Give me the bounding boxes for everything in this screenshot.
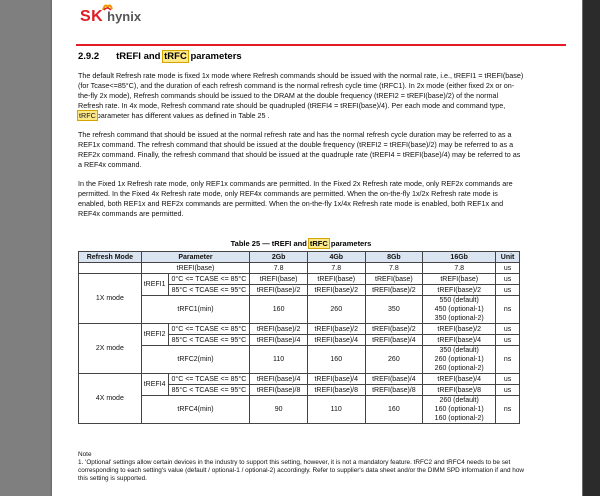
table-cell: 260 [365,346,423,374]
paragraph-1 [78,71,524,121]
table-cell: 7.8 [423,263,496,274]
table-cell: tREFI(base) [250,274,308,285]
table-cell: tREFI(base)/2 [307,285,365,296]
logo-butterfly-icon [102,3,113,11]
table-cell: tREFI(base)/2 [307,324,365,335]
table-cell: 85°C < TCASE <= 95°C [168,335,250,346]
header-cell: Refresh Mode [79,252,142,263]
table-cell: 7.8 [365,263,423,274]
table-cell: tREFI(base) [307,274,365,285]
table-cell: tREFI(base)/2 [423,324,496,335]
section-heading [78,51,242,62]
table-cell: tREFI(base)/4 [365,335,423,346]
table-cell: 160 [365,396,423,424]
table-row [79,374,520,385]
header-cell: 4Gb [307,252,365,263]
mode-cell: 2X mode [79,324,142,374]
table-cell: tREFI(base)/2 [423,285,496,296]
header-rule [76,44,566,46]
rfc-value: 260 (optional-1) [434,356,484,363]
header-cell: 2Gb [250,252,308,263]
caption-highlight: tRFC [309,239,328,248]
table-cell: us [496,274,520,285]
table-cell: us [496,285,520,296]
table-cell: tREFI(base) [365,274,423,285]
paragraph-1-text-b: parameter has different values as defined in Table 25 . [96,111,270,120]
rfc-value: 350 (optional-2) [434,315,484,322]
table-cell: tREFI(base)/2 [365,324,423,335]
rfc-value: 550 (default) [439,297,479,304]
table-row [79,274,520,285]
table-cell: 160 [250,296,308,324]
table-cell: 85°C < TCASE <= 95°C [168,285,250,296]
table-cell: ns [496,346,520,374]
table-cell: tREFI(base)/2 [250,324,308,335]
mode-cell: 1X mode [79,274,142,324]
table-cell: tREFI(base)/2 [250,285,308,296]
mode-cell: 4X mode [79,374,142,424]
table-cell: tREFI(base)/2 [365,285,423,296]
rfc-value: 450 (optional-1) [434,306,484,313]
table-row [79,346,520,374]
table-cell: 85°C < TCASE <= 95°C [168,385,250,396]
table-cell [423,396,496,424]
rfc-value: 260 (default) [439,397,479,404]
note-text: 1. 'Optional' settings allow certain devices in the industry to support this setting, however, it is not a mandatory feature. tRFC2 and tRFC4 needs to be set corresponding to each setting's value (default / optional-1 / optional-2) accordingly. Refer to supplier's data sheet and/or the DIMM SPD information if and how this setting is supported. [78,459,525,482]
table-cell: tREFI(base) [141,263,250,274]
rfc-value: 350 (default) [439,347,479,354]
table-cell: tREFI(base)/8 [423,385,496,396]
table-cell: us [496,385,520,396]
table-cell: tREFI(base)/8 [307,385,365,396]
section-title-a: tREFI and [116,51,164,62]
table-cell: tREFI(base) [423,274,496,285]
rfc-value: 260 (optional-2) [434,365,484,372]
caption-b: parameters [328,239,372,248]
section-title-highlight: tRFC [164,51,187,62]
table-cell: 350 [365,296,423,324]
table-cell: 0°C <= TCASE <= 85°C [168,274,250,285]
table-cell: tREFI(base)/8 [365,385,423,396]
section-number: 2.9.2 [78,51,100,62]
table-caption [78,239,524,248]
sk-hynix-logo [80,8,141,26]
table-cell: 0°C <= TCASE <= 85°C [168,324,250,335]
trefi-cell: tREFI1 [141,274,168,296]
table-cell: tREFI(base)/8 [250,385,308,396]
logo-hynix: hynix [107,9,142,24]
table-note [78,451,524,483]
table-header-row [79,252,520,263]
table-cell: us [496,335,520,346]
table-cell: tREFI(base)/4 [250,335,308,346]
trefi-trfc-table [78,251,520,424]
table-row [79,296,520,324]
table-cell: tREFI(base)/4 [365,374,423,385]
table-cell [423,296,496,324]
header-cell: 8Gb [365,252,423,263]
trefi-cell: tREFI4 [141,374,168,396]
table-cell [423,346,496,374]
paragraph-1-text-a: The default Refresh rate mode is fixed 1x mode where Refresh commands should be issued with the normal rate, i.e., tREFI1 = tREFI(base) (for Tcase<=85°C), and the duration of each refresh command is the normal refresh cycle time (tRFC1). In 2x mode (either fixed 2x or on-the-fly 2x mode), Refresh commands should be issued to the DRAM at the double frequency (tREFI2 = tREFI(base)/2) of the normal Refresh rate. In 4x mode, Refresh command rate should be quadrupled (tREFI4 = tREFI(base)/4). Per each mode and command type, [78,71,524,110]
logo-sk: SK [80,8,104,25]
table-cell: tREFI(base)/4 [307,374,365,385]
table-cell: 110 [307,396,365,424]
header-cell: 16Gb [423,252,496,263]
paragraph-2: The refresh command that should be issued at the normal refresh rate and has the normal refresh cycle duration may be referred to as a REF1x command. The refresh command that should be issued at the double frequency (tREFI2 = tREFI(base)/2) may be referred to as a REF2x command. Finally, the refresh command that should be issued at the quadruple rate (tREFI4 = tREFI(base)/4) may be referred to as a REF4x command. [78,130,521,169]
table-cell: 7.8 [307,263,365,274]
table-cell [79,263,142,274]
table-cell: 7.8 [250,263,308,274]
note-title: Note [78,451,92,458]
header-cell: Unit [496,252,520,263]
table-row [79,263,520,274]
table-row [79,396,520,424]
table-cell: 160 [307,346,365,374]
window-edge [583,0,600,496]
table-cell: tRFC1(min) [141,296,250,324]
paragraph-3: In the Fixed 1x Refresh rate mode, only REF1x commands are permitted. In the Fixed 2x Refresh rate mode, only REF2x commands are permitted. In the Fixed 4x Refresh rate mode, only REF4x commands are permitted. When the on-the-fly 1x/2x Refresh rate mode is enabled, both REF1x and REF2x commands are permitted. When the on-the-fly 1x/4x Refresh rate mode is enabled, both REF1x and REF4x commands are permitted. [78,179,513,218]
table-cell: tRFC2(min) [141,346,250,374]
header-cell: Parameter [141,252,250,263]
table-cell: us [496,324,520,335]
table-cell: 0°C <= TCASE <= 85°C [168,374,250,385]
paragraph-1-highlight: tRFC [79,111,96,120]
table-cell: ns [496,396,520,424]
table-cell: 260 [307,296,365,324]
table-cell: tREFI(base)/4 [423,335,496,346]
table-cell: 110 [250,346,308,374]
rfc-value: 160 (optional-2) [434,415,484,422]
table-row [79,324,520,335]
table-cell: tREFI(base)/4 [250,374,308,385]
table-cell: tREFI(base)/4 [423,374,496,385]
table-cell: tREFI(base)/4 [307,335,365,346]
table-cell: ns [496,296,520,324]
table-cell: us [496,263,520,274]
caption-a: Table 25 — tREFI and [230,239,309,248]
rfc-value: 160 (optional-1) [434,406,484,413]
table-cell: us [496,374,520,385]
table-cell: tRFC4(min) [141,396,250,424]
table-cell: 90 [250,396,308,424]
trefi-cell: tREFI2 [141,324,168,346]
section-title-b: parameters [187,51,242,62]
